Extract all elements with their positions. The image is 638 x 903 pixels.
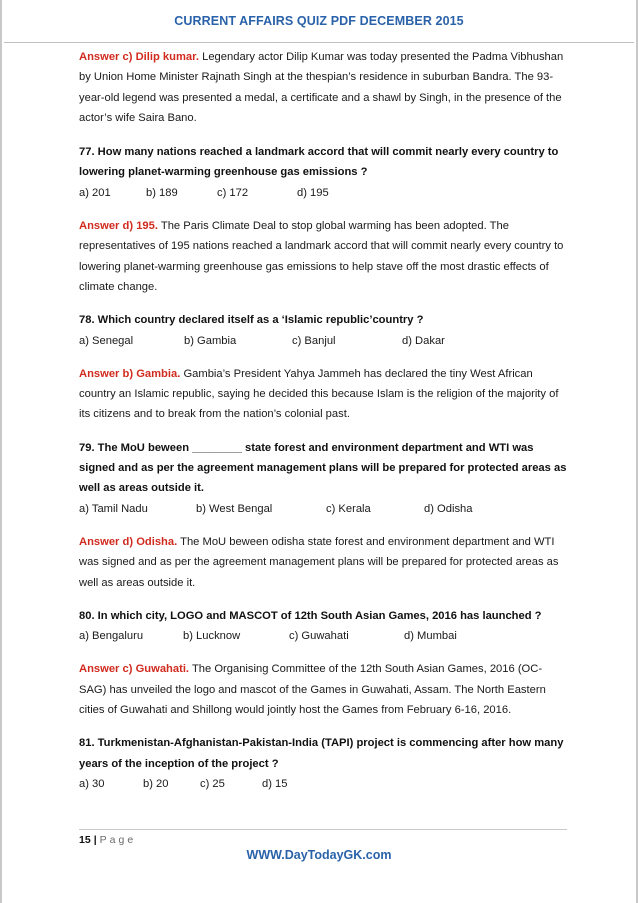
option-c: c) 25 (200, 777, 225, 790)
answer-text: The Paris Climate Deal to stop global warming has been adopted. The representatives of 195 nations reached a landmark accord that will commit nearly every country to lowering planet-warming greenhouse gas emissions to help stave off the most drastic effects of climate change. (79, 220, 564, 293)
question-block-77 (79, 142, 567, 203)
question-text: 81. Turkmenistan-Afghanistan-Pakistan-India (TAPI) project is commencing after how many years of the inception of the project ? (79, 737, 564, 770)
option-a: a) Tamil Nadu (79, 502, 148, 515)
option-a: a) 201 (79, 186, 111, 199)
answer-label: Answer d) Odisha. (79, 535, 178, 548)
header-divider (4, 42, 634, 43)
question-block-78 (79, 310, 567, 351)
option-c: c) Banjul (292, 334, 336, 347)
answer-label: Answer c) Dilip kumar. (79, 51, 199, 63)
page-number (79, 834, 136, 846)
answer-text: The MoU beween odisha state forest and environment department and WTI was signed and as per the agreement management plans will be prepared for protected areas as well as areas outside it. (79, 535, 559, 589)
answer-paragraph (79, 47, 567, 128)
option-d: d) 195 (297, 186, 329, 199)
option-b: b) 189 (146, 186, 178, 199)
option-c: c) Guwahati (289, 630, 349, 643)
options-row (79, 499, 567, 519)
option-c: c) Kerala (326, 502, 371, 515)
option-b: b) Lucknow (183, 630, 241, 643)
question-text: 77. How many nations reached a landmark accord that will commit nearly every country to lowering planet-warming greenhouse gas emissions ? (79, 146, 559, 179)
question-text: 80. In which city, LOGO and MASCOT of 12th South Asian Games, 2016 has launched ? (79, 609, 542, 622)
page-word: Page (99, 834, 137, 846)
options-row (79, 183, 567, 203)
option-d: d) Mumbai (404, 630, 457, 643)
question-block-81 (79, 733, 567, 794)
option-b: b) Gambia (184, 334, 237, 347)
question-block-79 (79, 438, 567, 519)
question-text: 78. Which country declared itself as a ‘Islamic republic’country ? (79, 314, 424, 327)
question-text: 79. The MoU beween ________ state forest and environment department and WTI was signed and as per the agreement management plans will be prepared for protected areas as well as areas outside it. (79, 441, 567, 495)
answer-label: Answer c) Guwahati. (79, 663, 190, 676)
answer-paragraph (79, 532, 567, 593)
options-row (79, 626, 567, 646)
answer-block-80 (79, 659, 567, 720)
question-block-80 (79, 606, 567, 647)
option-a: a) Senegal (79, 334, 134, 347)
page-number-value: 15 (79, 834, 91, 846)
option-d: d) Dakar (402, 334, 445, 347)
answer-block-76 (79, 47, 567, 128)
option-c: c) 172 (217, 186, 249, 199)
answer-block-79 (79, 532, 567, 593)
option-a: a) Bengaluru (79, 630, 144, 643)
answer-text: Legendary actor Dilip Kumar was today presented the Padma Vibhushan by Union Home Minister Rajnath Singh at the thespian’s residence in suburban Bandra. The 93-year-old legend was presented a medal, a certificate and a shawl by Singh, in the presence of the actor’s wife Saira Bano. (79, 51, 564, 124)
page-separator: | (93, 834, 97, 846)
answer-text: Gambia’s President Yahya Jammeh has declared the tiny West African country an Islamic republic, saying he decided this because Islam is the religion of the majority of its citizens and to break from the nation’s colonial past. (79, 367, 559, 421)
page-content (79, 47, 567, 807)
answer-label: Answer d) 195. (79, 220, 158, 233)
option-d: d) Odisha (424, 502, 473, 515)
footer-divider (79, 829, 567, 830)
answer-paragraph (79, 364, 567, 425)
answer-block-77 (79, 216, 567, 297)
answer-paragraph (79, 216, 567, 297)
answer-label: Answer b) Gambia. (79, 367, 181, 380)
answer-block-78 (79, 364, 567, 425)
page-header-title: CURRENT AFFAIRS QUIZ PDF DECEMBER 2015 (174, 14, 464, 28)
option-b: b) 20 (143, 777, 169, 790)
answer-text: The Organising Committee of the 12th South Asian Games, 2016 (OC-SAG) has unveiled the logo and mascot of the Games in Guwahati, Assam. The North Eastern cities of Guwahati and Shillong would jointly host the Games from February 6-16, 2016. (79, 663, 546, 717)
options-row (79, 331, 567, 351)
option-d: d) 15 (262, 777, 288, 790)
website-link[interactable]: WWW.DayTodayGK.com (246, 848, 392, 862)
options-row (79, 774, 567, 794)
answer-paragraph (79, 659, 567, 720)
option-a: a) 30 (79, 777, 105, 790)
option-b: b) West Bengal (196, 502, 273, 515)
